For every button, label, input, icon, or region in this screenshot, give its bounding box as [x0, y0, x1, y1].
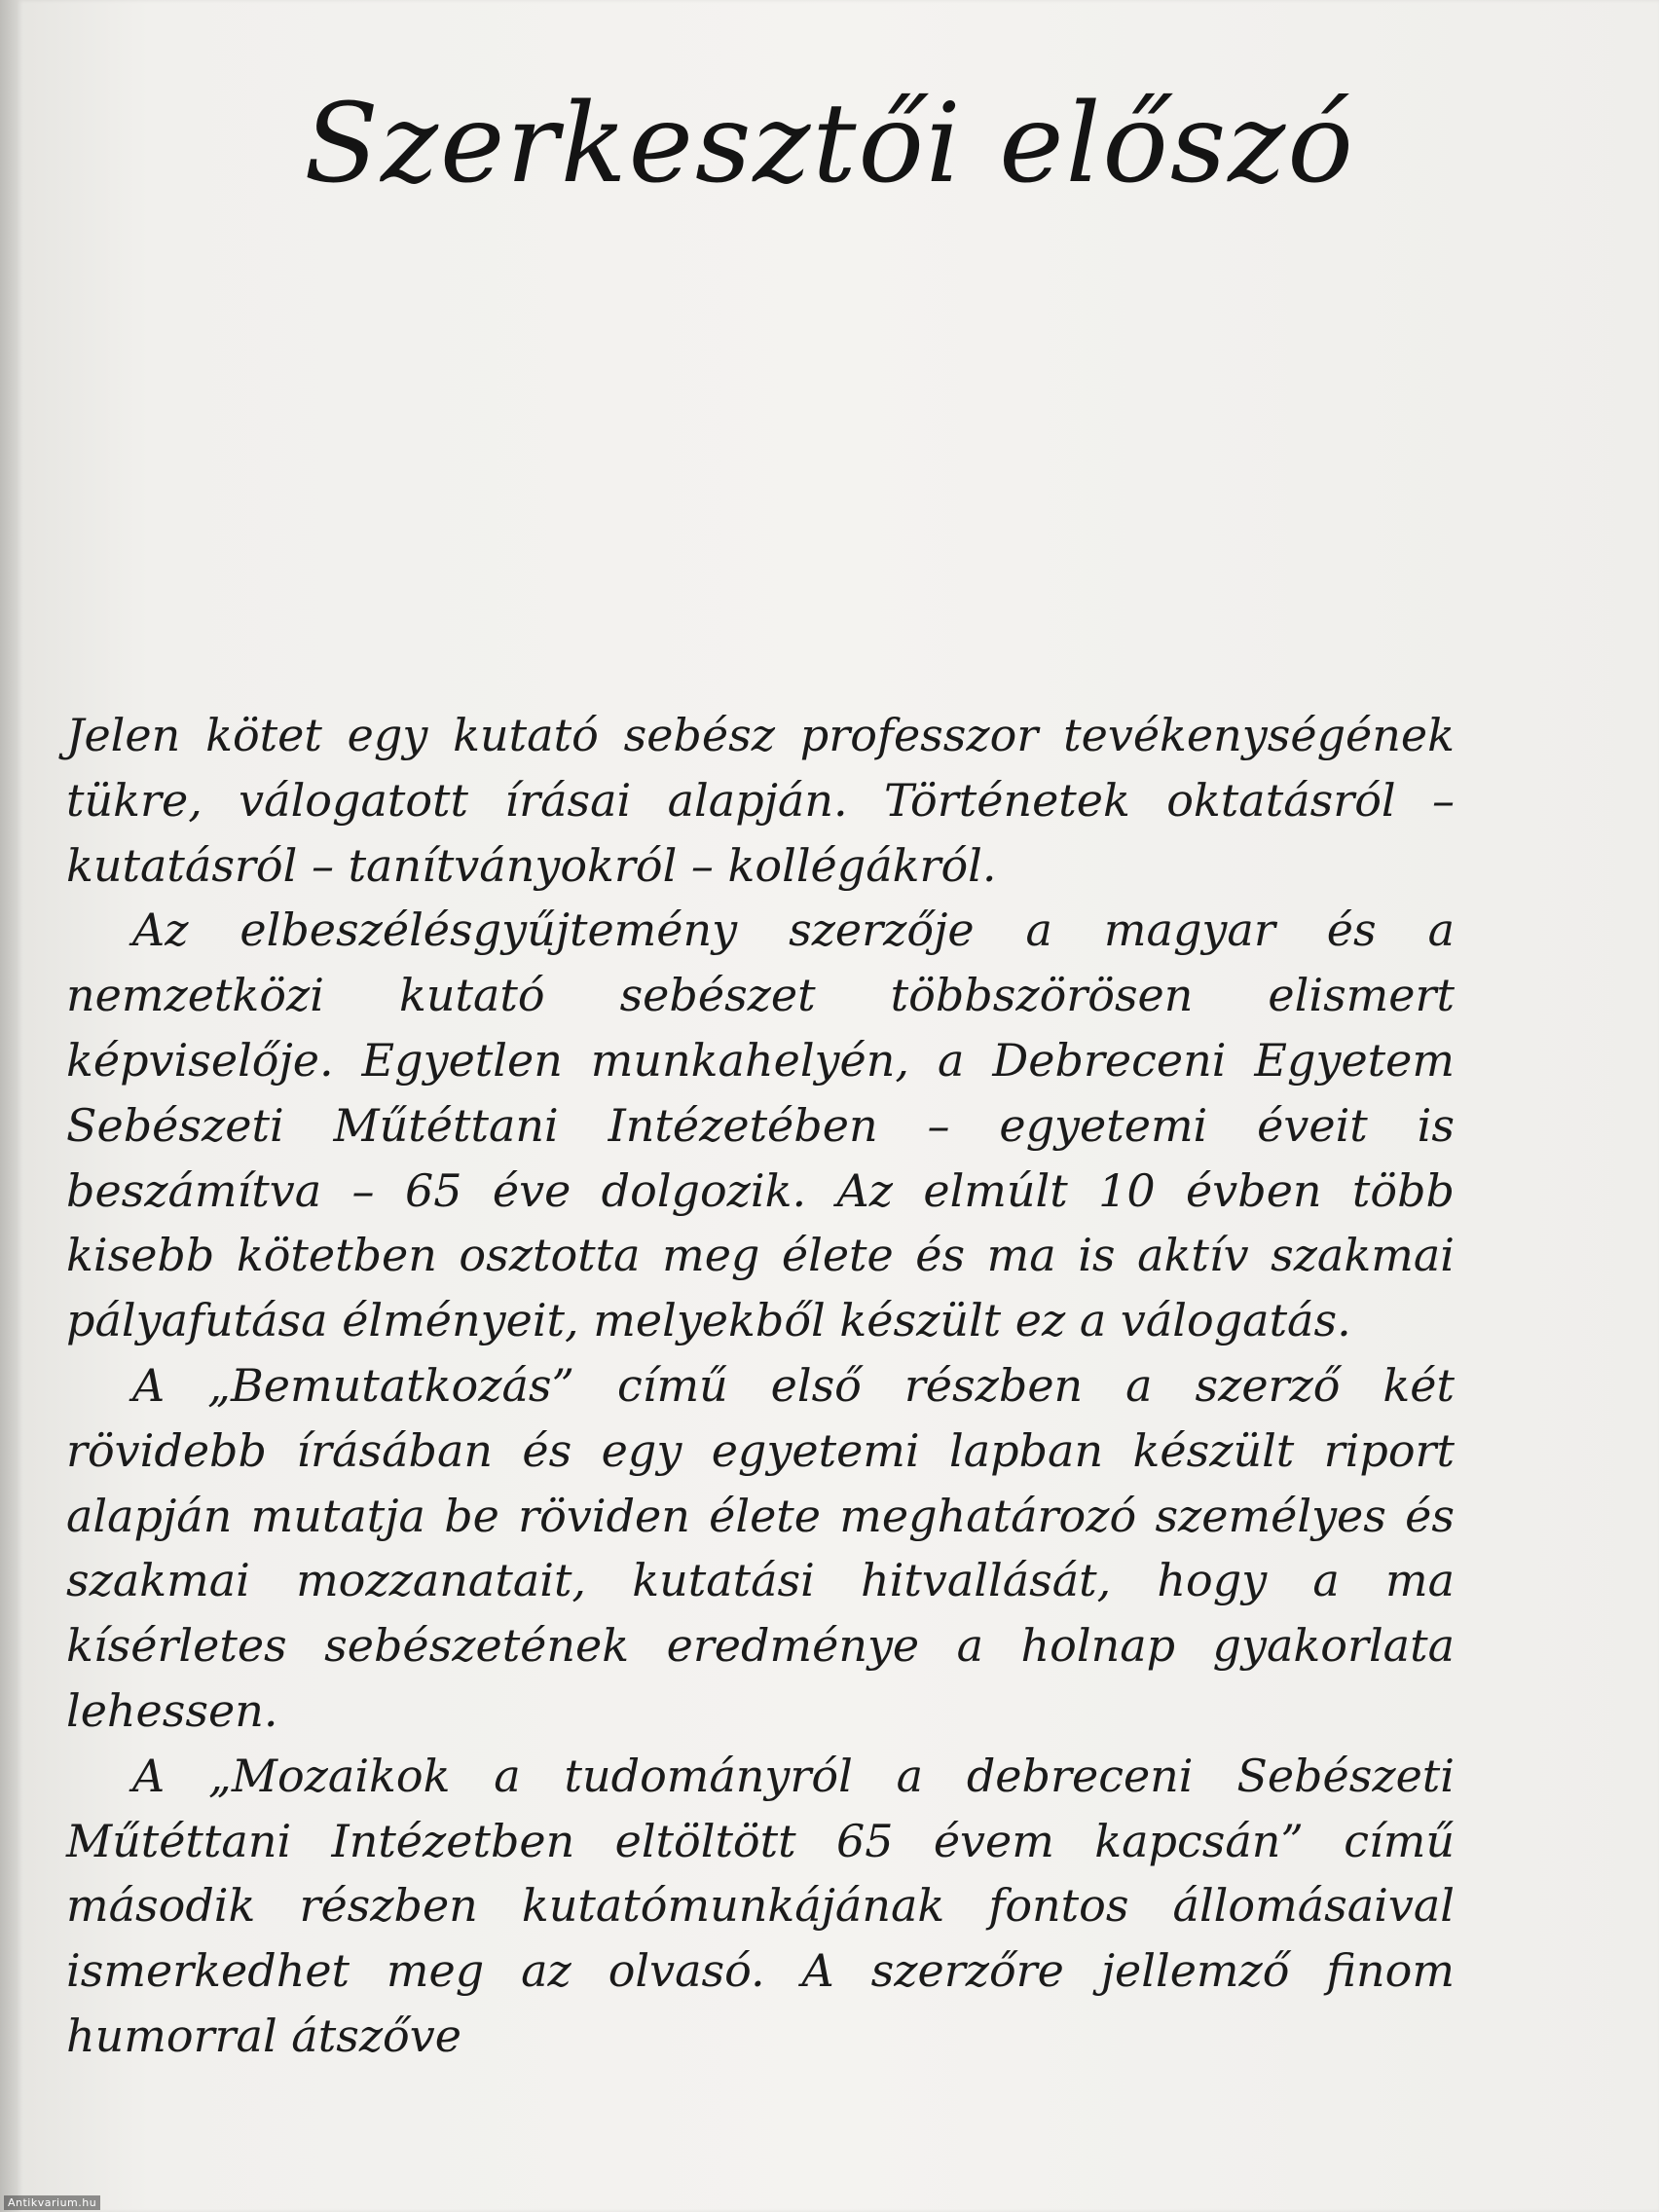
- paragraph-3: A „Bemutatkozás” című első részben a szerző két rövidebb írásában és egy egyetemi lapban készült riport alapján mutatja be röviden élete meghatározó személyes és szakmai mozzanatait, kutatási hitvallását, hogy a ma kísérletes sebészetének eredménye a holnap gyakorlata lehessen.: [66, 1358, 1455, 1737]
- page-gutter: [0, 0, 18, 2212]
- paragraph-1: Jelen kötet egy kutató sebész professzor tevékenységének tükre, válogatott írásai alapján. Történetek oktatásról – kutatásról – tanítványokról – kollégákról.: [66, 709, 1455, 892]
- body-text: [66, 703, 1455, 2069]
- paragraph-2: Az elbeszélésgyűjtemény szerzője a magyar és a nemzetközi kutató sebészet többszörösen elismert képviselője. Egyetlen munkahelyén, a Debreceni Egyetem Sebészeti Műtéttani Intézetében – egyetemi éveit is beszámítva – 65 éve dolgozik. Az elmúlt 10 évben több kisebb kötetben osztotta meg élete és ma is aktív szakmai pályafutása élményeit, melyekből készült ez a válogatás.: [66, 903, 1455, 1347]
- paragraph-4: A „Mozaikok a tudományról a debreceni Sebészeti Műtéttani Intézetben eltöltött 65 évem kapcsán” című második részben kutatómunkájának fontos állomásaival ismerkedhet meg az olvasó. A szerzőre jellemző finom humorral átszőve: [66, 1749, 1455, 2062]
- page-title: Szerkesztői előszó: [304, 81, 1355, 207]
- watermark: Antikvarium.hu: [4, 2195, 100, 2210]
